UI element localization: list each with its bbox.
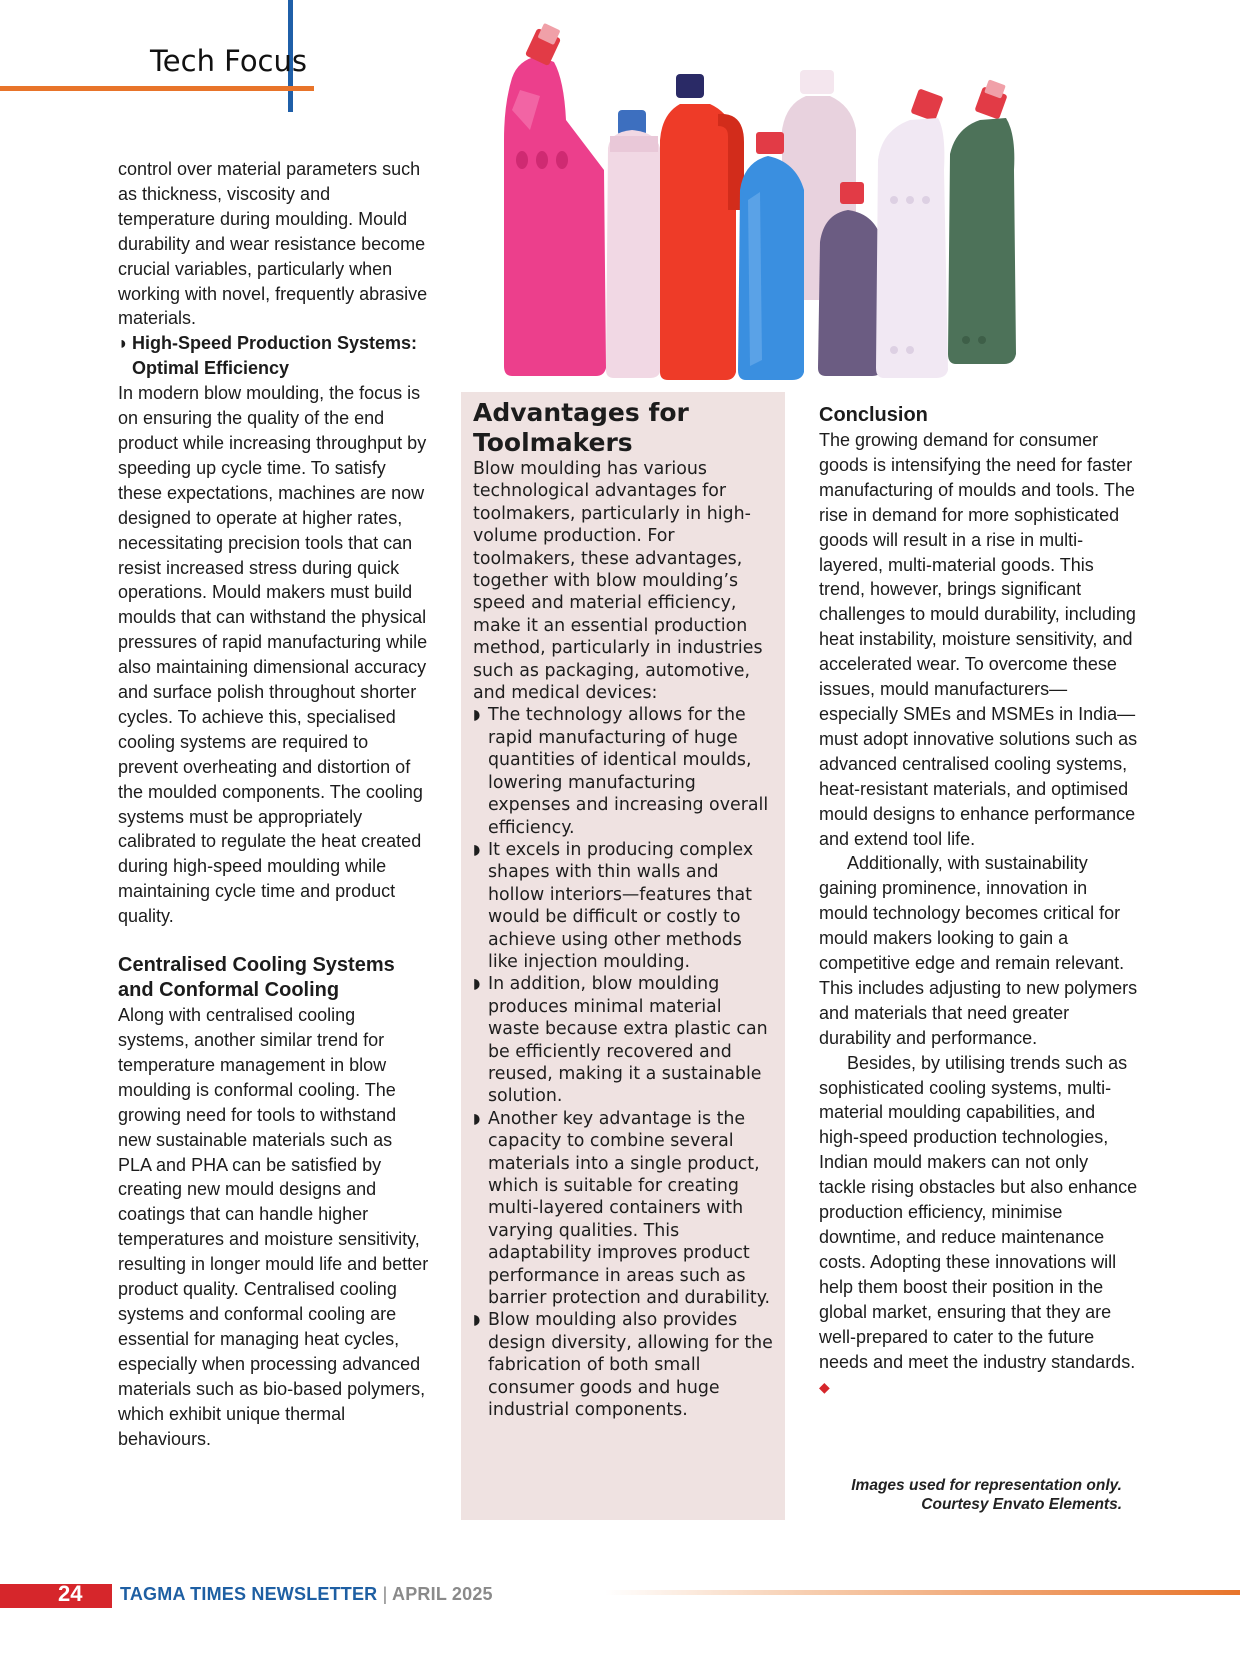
list-item: ◗ The technology allows for the rapid manufacturing of huge quantities of identical moulds, lowering manufacturing expenses and increasing overall efficiency. xyxy=(473,705,769,838)
light-pink-bottle xyxy=(606,110,660,378)
heading-centralised-cooling xyxy=(118,953,430,1003)
white-bottle xyxy=(876,88,948,378)
heading-line2: and Conformal Cooling xyxy=(118,979,340,1002)
left-paragraph-high-speed: In modern blow moulding, the focus is on ensuring the quality of the end product while increasing throughput by speeding up cycle time. To satisfy these expectations, machines are now designed to operate at higher rates, necessitating precision tools that can resist increased stress during quick operations. Mould makers must build moulds that can withstand the physical pressures of rapid manufacturing while also maintaining dimensional accuracy and surface polish throughout shorter cycles. To achieve this, specialised cooling systems are required to prevent overheating and distortion of the moulded components. The cooling systems must be appropriately calibrated to regulate the heat created during high-speed moulding while maintaining cycle time and product quality. xyxy=(118,383,428,927)
bullet-heading-line2: Optimal Efficiency xyxy=(132,358,290,379)
end-diamond-icon: ◆ xyxy=(819,1379,830,1396)
footer-gradient-rule xyxy=(605,1590,1240,1595)
issue-date: APRIL 2025 xyxy=(392,1584,493,1604)
left-column xyxy=(118,157,430,1451)
left-paragraph-cooling: Along with centralised cooling systems, another similar trend for temperature management in blow moulding is conformal cooling. The growing need for tools to withstand new sustainable materials such as PLA and PHA can be satisfied by creating new mould designs and coatings that can handle higher temperatures and moisture sensitivity, resulting in longer mould life and better product quality. Centralised cooling systems and conformal cooling are essential for managing heat cycles, especially when processing advanced materials such as bio-based polymers, which exhibit unique thermal behaviours. xyxy=(118,1005,429,1449)
bullet-marker-icon: ◗ xyxy=(473,1110,481,1127)
image-credit xyxy=(851,1476,1122,1514)
credit-line1: Images used for representation only. xyxy=(851,1477,1122,1494)
conclusion-paragraph-3 xyxy=(819,1051,1139,1401)
pink-bottle xyxy=(504,23,606,376)
page-number: 24 xyxy=(58,1581,83,1606)
advantages-sidebar xyxy=(461,392,785,1520)
spacer xyxy=(118,929,430,953)
conclusion-heading: Conclusion xyxy=(819,404,928,426)
right-column xyxy=(819,403,1139,1400)
footer-separator: | xyxy=(382,1584,388,1604)
heading-line1: Centralised Cooling Systems xyxy=(118,954,395,977)
section-label: Tech Focus xyxy=(150,44,307,78)
left-intro-paragraph: control over material parameters such as thickness, viscosity and temperature during moulding. Mould durability and wear resistance become crucial variables, particularly when working with novel, frequently abrasive materials. xyxy=(118,159,428,329)
bullet-heading-line1: High-Speed Production Systems: xyxy=(132,333,418,354)
sidebar-intro: Blow moulding has various technological advantages for toolmakers, particularly in high-volume production. For toolmakers, these advantages, together with blow moulding’s speed and material efficiency, make it an essential production method, particularly in industries such as packaging, automotive, and medical devices: xyxy=(473,459,763,704)
conclusion-paragraph-1: The growing demand for consumer goods is intensifying the need for faster manufacturing of moulds and tools. The rise in demand for more sophisticated goods will result in a rise in multi-layered, multi-material goods. This trend, however, brings significant challenges to mould durability, including heat instability, moisture sensitivity, and accelerated wear. To overcome these issues, mould manufacturers—especially SMEs and MSMEs in India—must adopt innovative solutions such as advanced centralised cooling systems, heat-resistant materials, and optimised mould designs to enhance performance and extend tool life. xyxy=(819,430,1138,849)
list-item: ◗ In addition, blow moulding produces minimal material waste because extra plastic can be efficiently recovered and reused, making it a sustainable solution. xyxy=(473,974,768,1107)
bullet-marker-icon: ◗ xyxy=(473,1312,481,1329)
list-item: ◗ Another key advantage is the capacity to combine several materials into a single product, which is suitable for creating multi-layered containers with varying qualities. This adaptability improves product performance in areas such as barrier protection and durability. xyxy=(473,1108,771,1309)
bullet-marker-icon: ◗ xyxy=(473,976,481,993)
credit-line2: Courtesy Envato Elements. xyxy=(921,1496,1122,1513)
bullet-marker-icon: ◗ xyxy=(473,707,481,724)
sidebar-title-line1: Advantages for xyxy=(473,398,689,427)
list-item: ◗ It excels in producing complex shapes with thin walls and hollow interiors—features that would be difficult or costly to achieve using other methods like injection moulding. xyxy=(473,839,754,972)
sidebar-title xyxy=(473,398,773,458)
sidebar-bullet-list xyxy=(473,704,773,1421)
publication-name: TAGMA TIMES NEWSLETTER xyxy=(120,1584,378,1604)
footer-page-tab xyxy=(0,1584,112,1608)
list-item: ◗ Blow moulding also provides design diversity, allowing for the fabrication of both small consumer goods and huge industrial components. xyxy=(473,1310,773,1421)
sidebar-body xyxy=(473,458,773,1421)
green-bottle xyxy=(948,79,1016,364)
conclusion-paragraph-2: Additionally, with sustainability gaining prominence, innovation in mould technology becomes critical for mould makers looking to gain a competitive edge and remain relevant. This includes adjusting to new polymers and materials that need greater durability and performance. xyxy=(819,853,1138,1048)
footer-publication xyxy=(120,1584,493,1605)
red-jug xyxy=(660,74,744,380)
bullet-marker-icon: ◗ xyxy=(118,333,129,354)
bottles-photo xyxy=(500,20,1090,380)
header-horizontal-rule xyxy=(0,86,314,91)
conclusion-paragraph-3-text: Besides, by utilising trends such as sophisticated cooling systems, multi-material moulding capabilities, and high-speed production technologies, Indian mould makers can not only tackle rising obstacles but also enhance production efficiency, minimise downtime, and reduce maintenance costs. Adopting these innovations will help them boost their position in the global market, ensuring that they are well-prepared to cater to the future needs and meet the industry standards. xyxy=(819,1052,1138,1372)
bullet-marker-icon: ◗ xyxy=(473,841,481,858)
bullet-heading-high-speed xyxy=(118,331,430,381)
sidebar-title-line2: Toolmakers xyxy=(473,428,633,457)
